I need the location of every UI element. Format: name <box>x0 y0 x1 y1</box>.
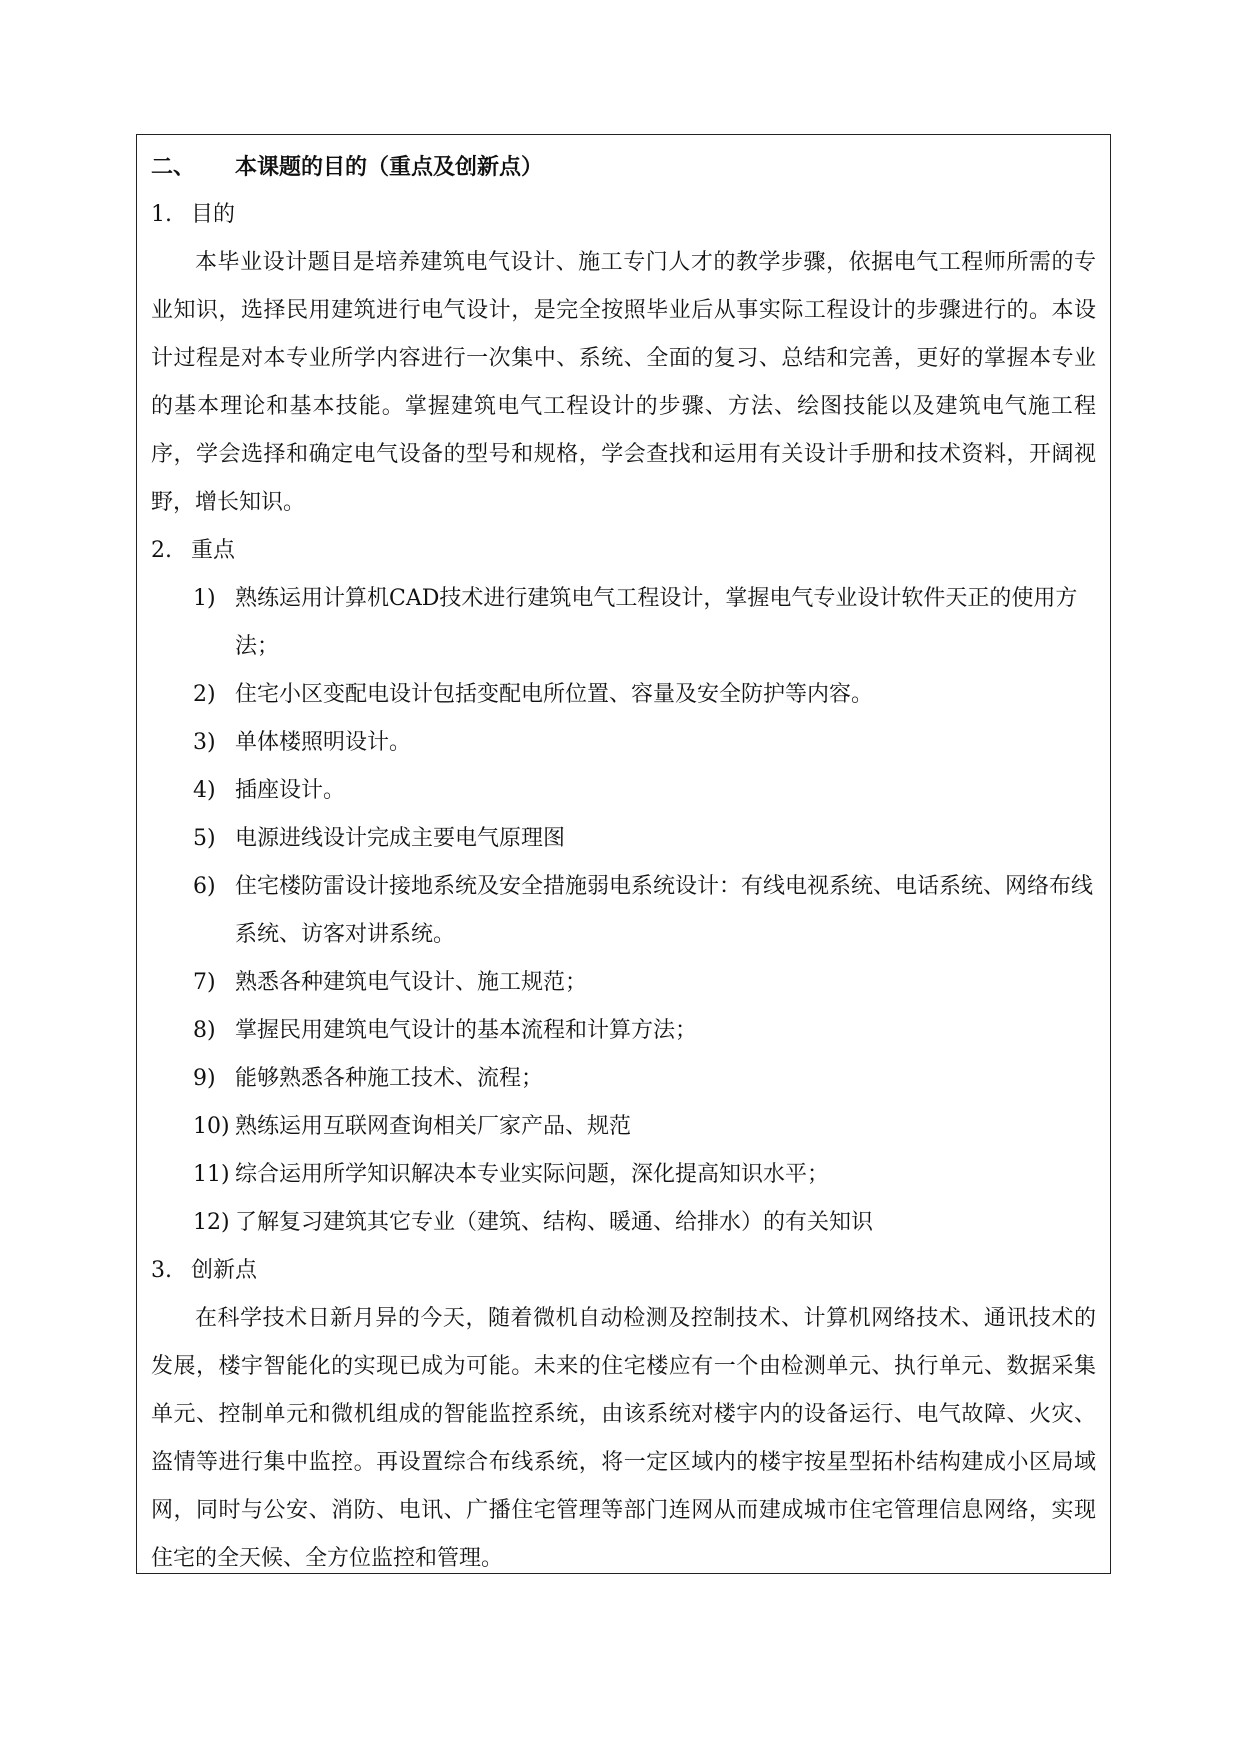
innovation-heading <box>151 1247 1096 1295</box>
list-item-number: 4) <box>193 778 216 803</box>
innovation-paragraph: 在科学技术日新月异的今天，随着微机自动检测及控制技术、计算机网络技术、通讯技术的发展，楼宇智能化的实现已成为可能。未来的住宅楼应有一个由检测单元、执行单元、数据采集单元、控制单元和微机组成的智能监控系统，由该系统对楼宇内的设备运行、电气故障、火灾、盗情等进行集中监控。再设置综合布线系统，将一定区域内的楼宇按星型拓朴结构建成小区局域网，同时与公安、消防、电讯、广播住宅管理等部门连网从而建成城市住宅管理信息网络，实现住宅的全天候、全方位监控和管理。 <box>151 1306 1096 1571</box>
section-title-text: 本课题的目的（重点及创新点） <box>235 154 544 180</box>
list-item <box>151 719 1096 767</box>
purpose-heading-text: 目的 <box>191 202 236 227</box>
list-item-text: 掌握民用建筑电气设计的基本流程和计算方法； <box>235 1018 698 1043</box>
list-item-number: 10) <box>193 1114 230 1139</box>
list-item-number: 7) <box>193 970 216 995</box>
list-item-text: 能够熟悉各种施工技术、流程； <box>235 1066 544 1091</box>
list-item-number: 2) <box>193 682 216 707</box>
list-item <box>151 1055 1096 1103</box>
innovation-number: 3. <box>151 1258 172 1283</box>
list-item <box>151 863 1096 959</box>
list-item <box>151 767 1096 815</box>
section-number: 二、 <box>151 154 196 180</box>
list-item <box>151 1199 1096 1247</box>
list-item-number: 12) <box>193 1210 230 1235</box>
key-points-heading-text: 重点 <box>191 538 236 563</box>
list-item-number: 9) <box>193 1066 216 1091</box>
list-item-text: 住宅小区变配电设计包括变配电所位置、容量及安全防护等内容。 <box>235 682 874 707</box>
document-frame <box>136 134 1111 1574</box>
list-item <box>151 959 1096 1007</box>
purpose-heading <box>151 191 1096 239</box>
key-points-list <box>151 575 1096 1247</box>
list-item-number: 1) <box>193 586 216 611</box>
list-item-number: 8) <box>193 1018 216 1043</box>
list-item-number: 11) <box>193 1162 230 1187</box>
list-item-number: 3) <box>193 730 216 755</box>
list-item-text: 熟悉各种建筑电气设计、施工规范； <box>235 970 588 995</box>
list-item-text: 插座设计。 <box>235 778 346 803</box>
list-item-text: 电源进线设计完成主要电气原理图 <box>235 826 566 851</box>
purpose-number: 1. <box>151 202 172 227</box>
key-points-number: 2. <box>151 538 172 563</box>
list-item-text: 综合运用所学知识解决本专业实际问题，深化提高知识水平； <box>235 1162 830 1187</box>
list-item <box>151 1007 1096 1055</box>
list-item <box>151 815 1096 863</box>
key-points-heading <box>151 527 1096 575</box>
list-item <box>151 671 1096 719</box>
list-item <box>151 575 1096 671</box>
document-content <box>151 143 1096 1583</box>
purpose-paragraph: 本毕业设计题目是培养建筑电气设计、施工专门人才的教学步骤，依据电气工程师所需的专业知识，选择民用建筑进行电气设计，是完全按照毕业后从事实际工程设计的步骤进行的。本设计过程是对本专业所学内容进行一次集中、系统、全面的复习、总结和完善，更好的掌握本专业的基本理论和基本技能。掌握建筑电气工程设计的步骤、方法、绘图技能以及建筑电气施工程序，学会选择和确定电气设备的型号和规格，学会查找和运用有关设计手册和技术资料，开阔视野，增长知识。 <box>151 250 1096 515</box>
list-item-text: 了解复习建筑其它专业（建筑、结构、暖通、给排水）的有关知识 <box>235 1210 874 1235</box>
list-item <box>151 1151 1096 1199</box>
list-item-text: 单体楼照明设计。 <box>235 730 412 755</box>
list-item-text: 熟练运用互联网查询相关厂家产品、规范 <box>235 1114 632 1139</box>
list-item-number: 6) <box>193 874 216 899</box>
list-item-text: 住宅楼防雷设计接地系统及安全措施弱电系统设计：有线电视系统、电话系统、网络布线系统、访客对讲系统。 <box>235 874 1094 947</box>
list-item <box>151 1103 1096 1151</box>
list-item-text: 熟练运用计算机CAD技术进行建筑电气工程设计，掌握电气专业设计软件天正的使用方法； <box>235 586 1078 659</box>
list-item-number: 5) <box>193 826 216 851</box>
section-title <box>151 143 1096 191</box>
innovation-heading-text: 创新点 <box>191 1258 258 1283</box>
